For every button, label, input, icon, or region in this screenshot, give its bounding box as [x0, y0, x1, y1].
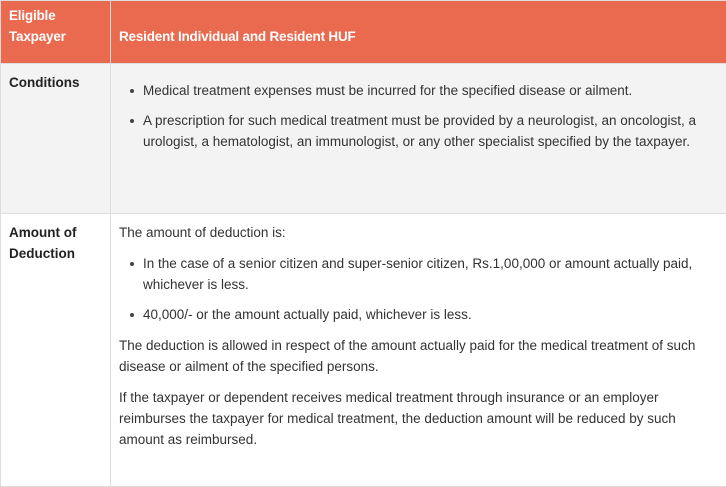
- amount-of-deduction-label: Amount of Deduction: [1, 214, 111, 487]
- header-resident-individual-huf: Resident Individual and Resident HUF: [111, 1, 726, 64]
- list-item: Medical treatment expenses must be incurred for the specified disease or ailment.: [119, 80, 718, 101]
- conditions-content: [111, 64, 726, 214]
- conditions-label: Conditions: [1, 64, 111, 214]
- deduction-intro: The amount of deduction is:: [119, 222, 718, 243]
- deduction-paragraph: The deduction is allowed in respect of the amount actually paid for the medical treatment of such disease or ailment of the specified persons.: [119, 335, 718, 377]
- deduction-list: [119, 253, 718, 325]
- amount-of-deduction-content: [111, 214, 726, 487]
- conditions-list: [119, 80, 718, 152]
- table-row-conditions: [1, 64, 726, 214]
- list-item: 40,000/- or the amount actually paid, whichever is less.: [119, 304, 718, 325]
- table-header-row: [1, 1, 726, 64]
- header-eligible-taxpayer: Eligible Taxpayer: [1, 1, 111, 64]
- list-item: In the case of a senior citizen and super-senior citizen, Rs.1,00,000 or amount actually paid, whichever is less.: [119, 253, 718, 295]
- list-item: A prescription for such medical treatment must be provided by a neurologist, an oncologist, a urologist, a hematologist, an immunologist, or any other specialist specified by the taxpayer.: [119, 110, 718, 152]
- table-row-amount-of-deduction: [1, 214, 726, 487]
- deduction-paragraph: If the taxpayer or dependent receives medical treatment through insurance or an employer reimburses the taxpayer for medical treatment, the deduction amount will be reduced by such amount as reimbursed.: [119, 387, 718, 450]
